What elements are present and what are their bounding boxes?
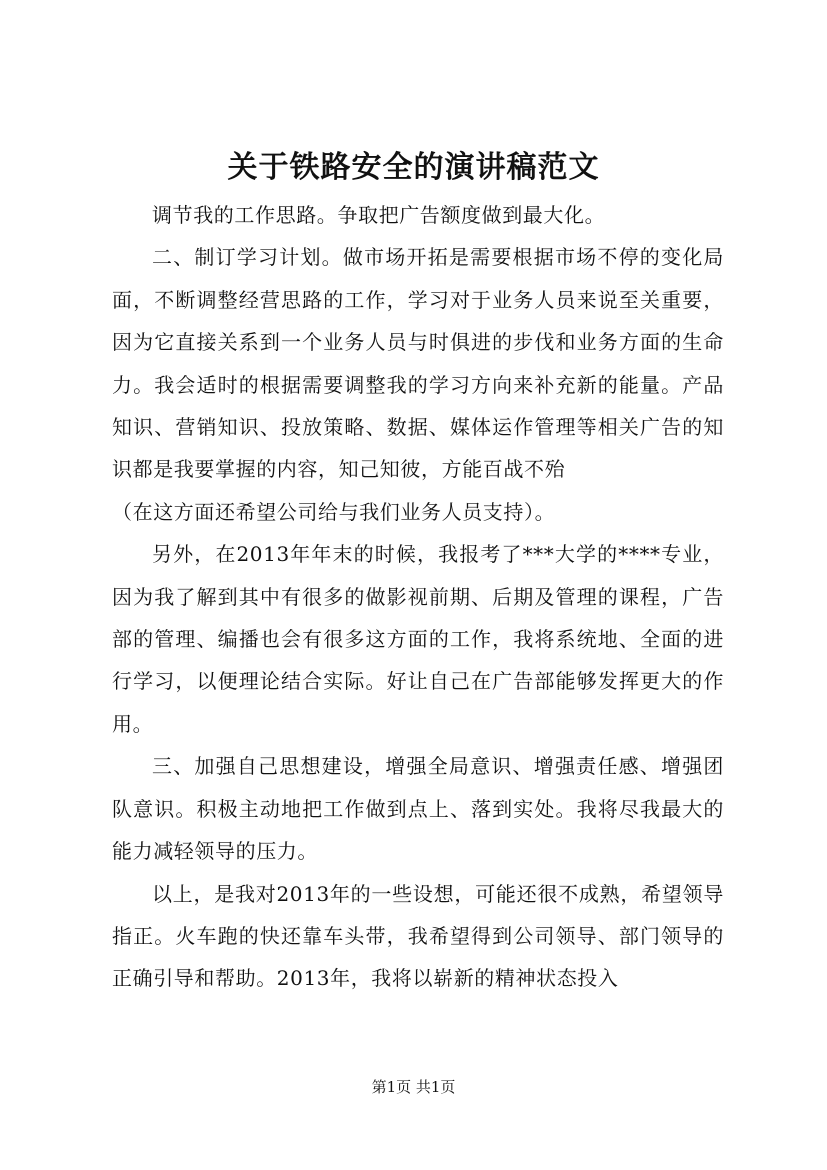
paragraph-6: 以上，是我对2013年的一些设想，可能还很不成熟，希望领导指正。火车跑的快还靠车头带，我希望得到公司领导、部门领导的正确引导和帮助。2013年，我将以崭新的精神状态投入 bbox=[112, 881, 724, 991]
page-footer: 第1页 共1页 bbox=[371, 1078, 456, 1096]
document-title: 关于铁路安全的演讲稿范文 bbox=[227, 150, 600, 185]
paragraph-1: 调节我的工作思路。争取把广告额度做到最大化。 bbox=[152, 203, 606, 227]
paragraph-4: 另外，在2013年年末的时候，我报考了***大学的****专业，因为我了解到其中有很多的做影视前期、后期及管理的课程，广告部的管理、编播也会有很多这方面的工作，我将系统地、全面的进行学习，以便理论结合实际。好让自己在广告部能够发挥更大的作用。 bbox=[112, 542, 724, 736]
paragraph-3: （在这方面还希望公司给与我们业务人员支持）。 bbox=[112, 499, 556, 524]
paragraph-2: 二、制订学习计划。做市场开拓是需要根据市场不停的变化局面，不断调整经营思路的工作，学习对于业务人员来说至关重要，因为它直接关系到一个业务人员与时俱进的步伐和业务方面的生命力。我会适时的根据需要调整我的学习方向来补充新的能量。产品知识、营销知识、投放策略、数据、媒体运作管理等相关广告的知识都是我要掌握的内容，知己知彼，方能百战不殆 bbox=[112, 245, 724, 482]
document-body bbox=[112, 194, 724, 1000]
paragraph-5: 三、加强自己思想建设，增强全局意识、增强责任感、增强团队意识。积极主动地把工作做到点上、落到实处。我将尽我最大的能力减轻领导的压力。 bbox=[112, 754, 724, 864]
